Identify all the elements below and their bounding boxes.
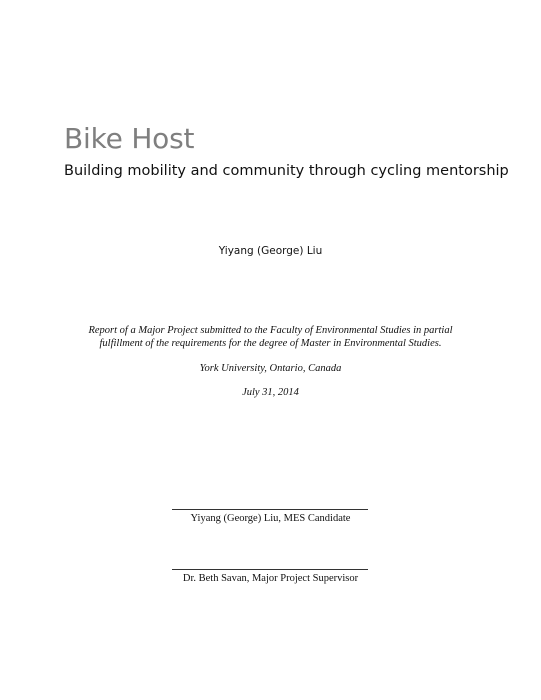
signature-line <box>172 569 368 570</box>
signature-label-supervisor: Dr. Beth Savan, Major Project Supervisor <box>182 573 359 584</box>
submission-date: July 31, 2014 <box>242 387 299 398</box>
document-subtitle: Building mobility and community through cycling mentorship <box>64 163 509 179</box>
submission-statement-line: Report of a Major Project submitted to the Faculty of Environmental Studies in partial <box>88 325 453 336</box>
submission-statement <box>0 324 541 350</box>
submission-statement-line: fulfillment of the requirements for the degree of Master in Environmental Studies. <box>99 338 442 349</box>
document-title: Bike Host <box>64 122 195 155</box>
signature-label-candidate: Yiyang (George) Liu, MES Candidate <box>190 513 351 524</box>
institution-location: York University, Ontario, Canada <box>199 363 342 374</box>
signature-line <box>172 509 368 510</box>
author-name: Yiyang (George) Liu <box>218 245 323 257</box>
